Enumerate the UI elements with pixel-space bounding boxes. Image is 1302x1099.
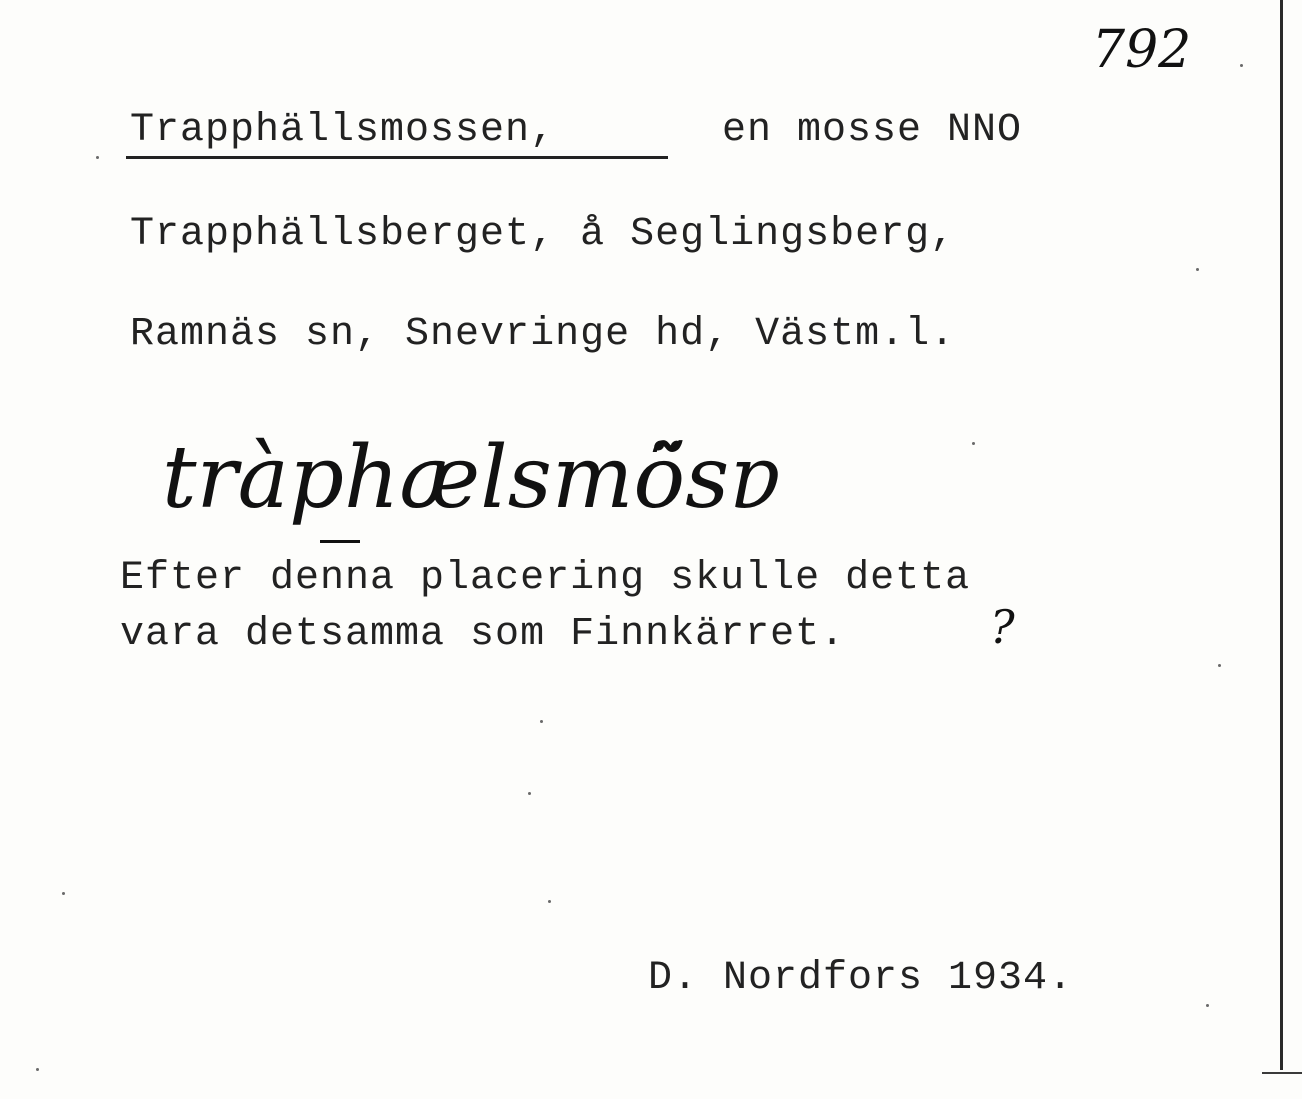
paper-speck: [1196, 268, 1199, 271]
paper-speck: [540, 720, 543, 723]
paper-speck: [972, 442, 975, 445]
signature-and-year: D. Nordfors 1934.: [648, 956, 1074, 1001]
paper-speck: [96, 156, 99, 159]
paper-speck: [1218, 664, 1221, 667]
paper-speck: [548, 900, 551, 903]
entry-description-line-2: Trapphällsberget, å Seglingsberg,: [130, 212, 956, 257]
handwritten-pronunciation: tràphælsmö̃sɐ: [162, 428, 781, 528]
entry-description-line-3: Ramnäs sn, Snevringe hd, Västm.l.: [130, 312, 956, 357]
entry-description-start: en mosse NNO: [722, 108, 1023, 153]
card-number: 792: [1092, 20, 1192, 80]
note-line-1: Efter denna placering skulle detta: [120, 556, 971, 601]
paper-speck: [1206, 1004, 1209, 1007]
entry-underline: [126, 156, 668, 159]
card-bottom-edge: [1262, 1072, 1302, 1074]
handwritten-query-mark: ?: [990, 600, 1015, 654]
pronunciation-length-mark: [320, 540, 360, 543]
card-right-edge: [1280, 0, 1283, 1070]
entry-name: Trapphällsmossen,: [130, 108, 556, 153]
paper-speck: [1240, 64, 1243, 67]
paper-speck: [62, 892, 65, 895]
paper-speck: [528, 792, 531, 795]
paper-speck: [36, 1068, 39, 1071]
note-line-2: vara detsamma som Finnkärret.: [120, 612, 846, 657]
